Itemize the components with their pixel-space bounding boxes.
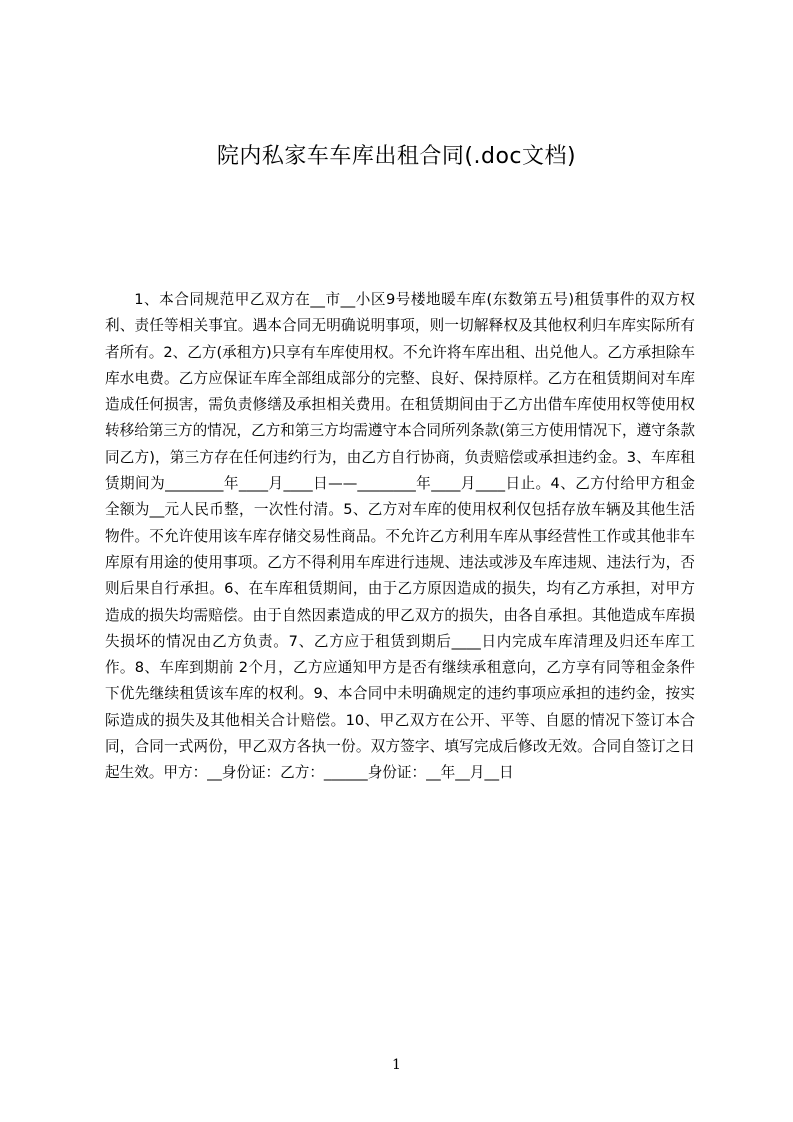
document-title: 院内私家车车库出租合同(.doc文档) <box>216 144 577 169</box>
page-number: 1 <box>392 1057 401 1073</box>
contract-body-text: 1、本合同规范甲乙双方在__市__小区9号楼地暖车库(东数第五号)租赁事件的双方权利、责任等相关事宜。遇本合同无明确说明事项，则一切解释权及其他权利归车库实际所有者所有。2、乙方(承租方)只享有车库使用权。不允许将车库出租、出兑他人。乙方承担除车库水电费。乙方应保证车库全部组成部分的完整、良好、保持原样。乙方在租赁期间对车库造成任何损害，需负责修缮及承担相关费用。在租赁期间由于乙方出借车库使用权等使用权转移给第三方的情况，乙方和第三方均需遵守本合同所列条款(第三方使用情况下，遵守条款同乙方)，第三方存在任何违约行为，由乙方自行协商，负责赔偿或承担违约金。3、车库租赁期间为________年____月____日——________年____月____日止。4、乙方付给甲方租金全额为__元人民币整，一次性付清。5、乙方对车库的使用权利仅包括存放车辆及其他生活物件。不允许使用该车库存储交易性商品。不允许乙方利用车库从事经营性工作或其他非车库原有用途的使用事项。乙方不得利用车库进行违规、违法或涉及车库违规、违法行为，否则后果自行承担。6、在车库租赁期间，由于乙方原因造成的损失，均有乙方承担，对甲方造成的损失均需赔偿。由于自然因素造成的甲乙双方的损失，由各自承担。其他造成车库损失损坏的情况由乙方负责。7、乙方应于租赁到期后____日内完成车库清理及归还车库工作。8、车库到期前 2个月，乙方应通知甲方是否有继续承租意向，乙方享有同等租金条件下优先继续租赁该车库的权利。9、本合同中未明确规定的违约事项应承担的违约金，按实际造成的损失及其他相关合计赔偿。10、甲乙双方在公开、平等、自愿的情况下签订本合同，合同一式两份，甲乙双方各执一份。双方签字、填写完成后修改无效。合同自签订之日起生效。甲方：__身份证：乙方：______身份证：__年__月__日 <box>105 291 695 782</box>
